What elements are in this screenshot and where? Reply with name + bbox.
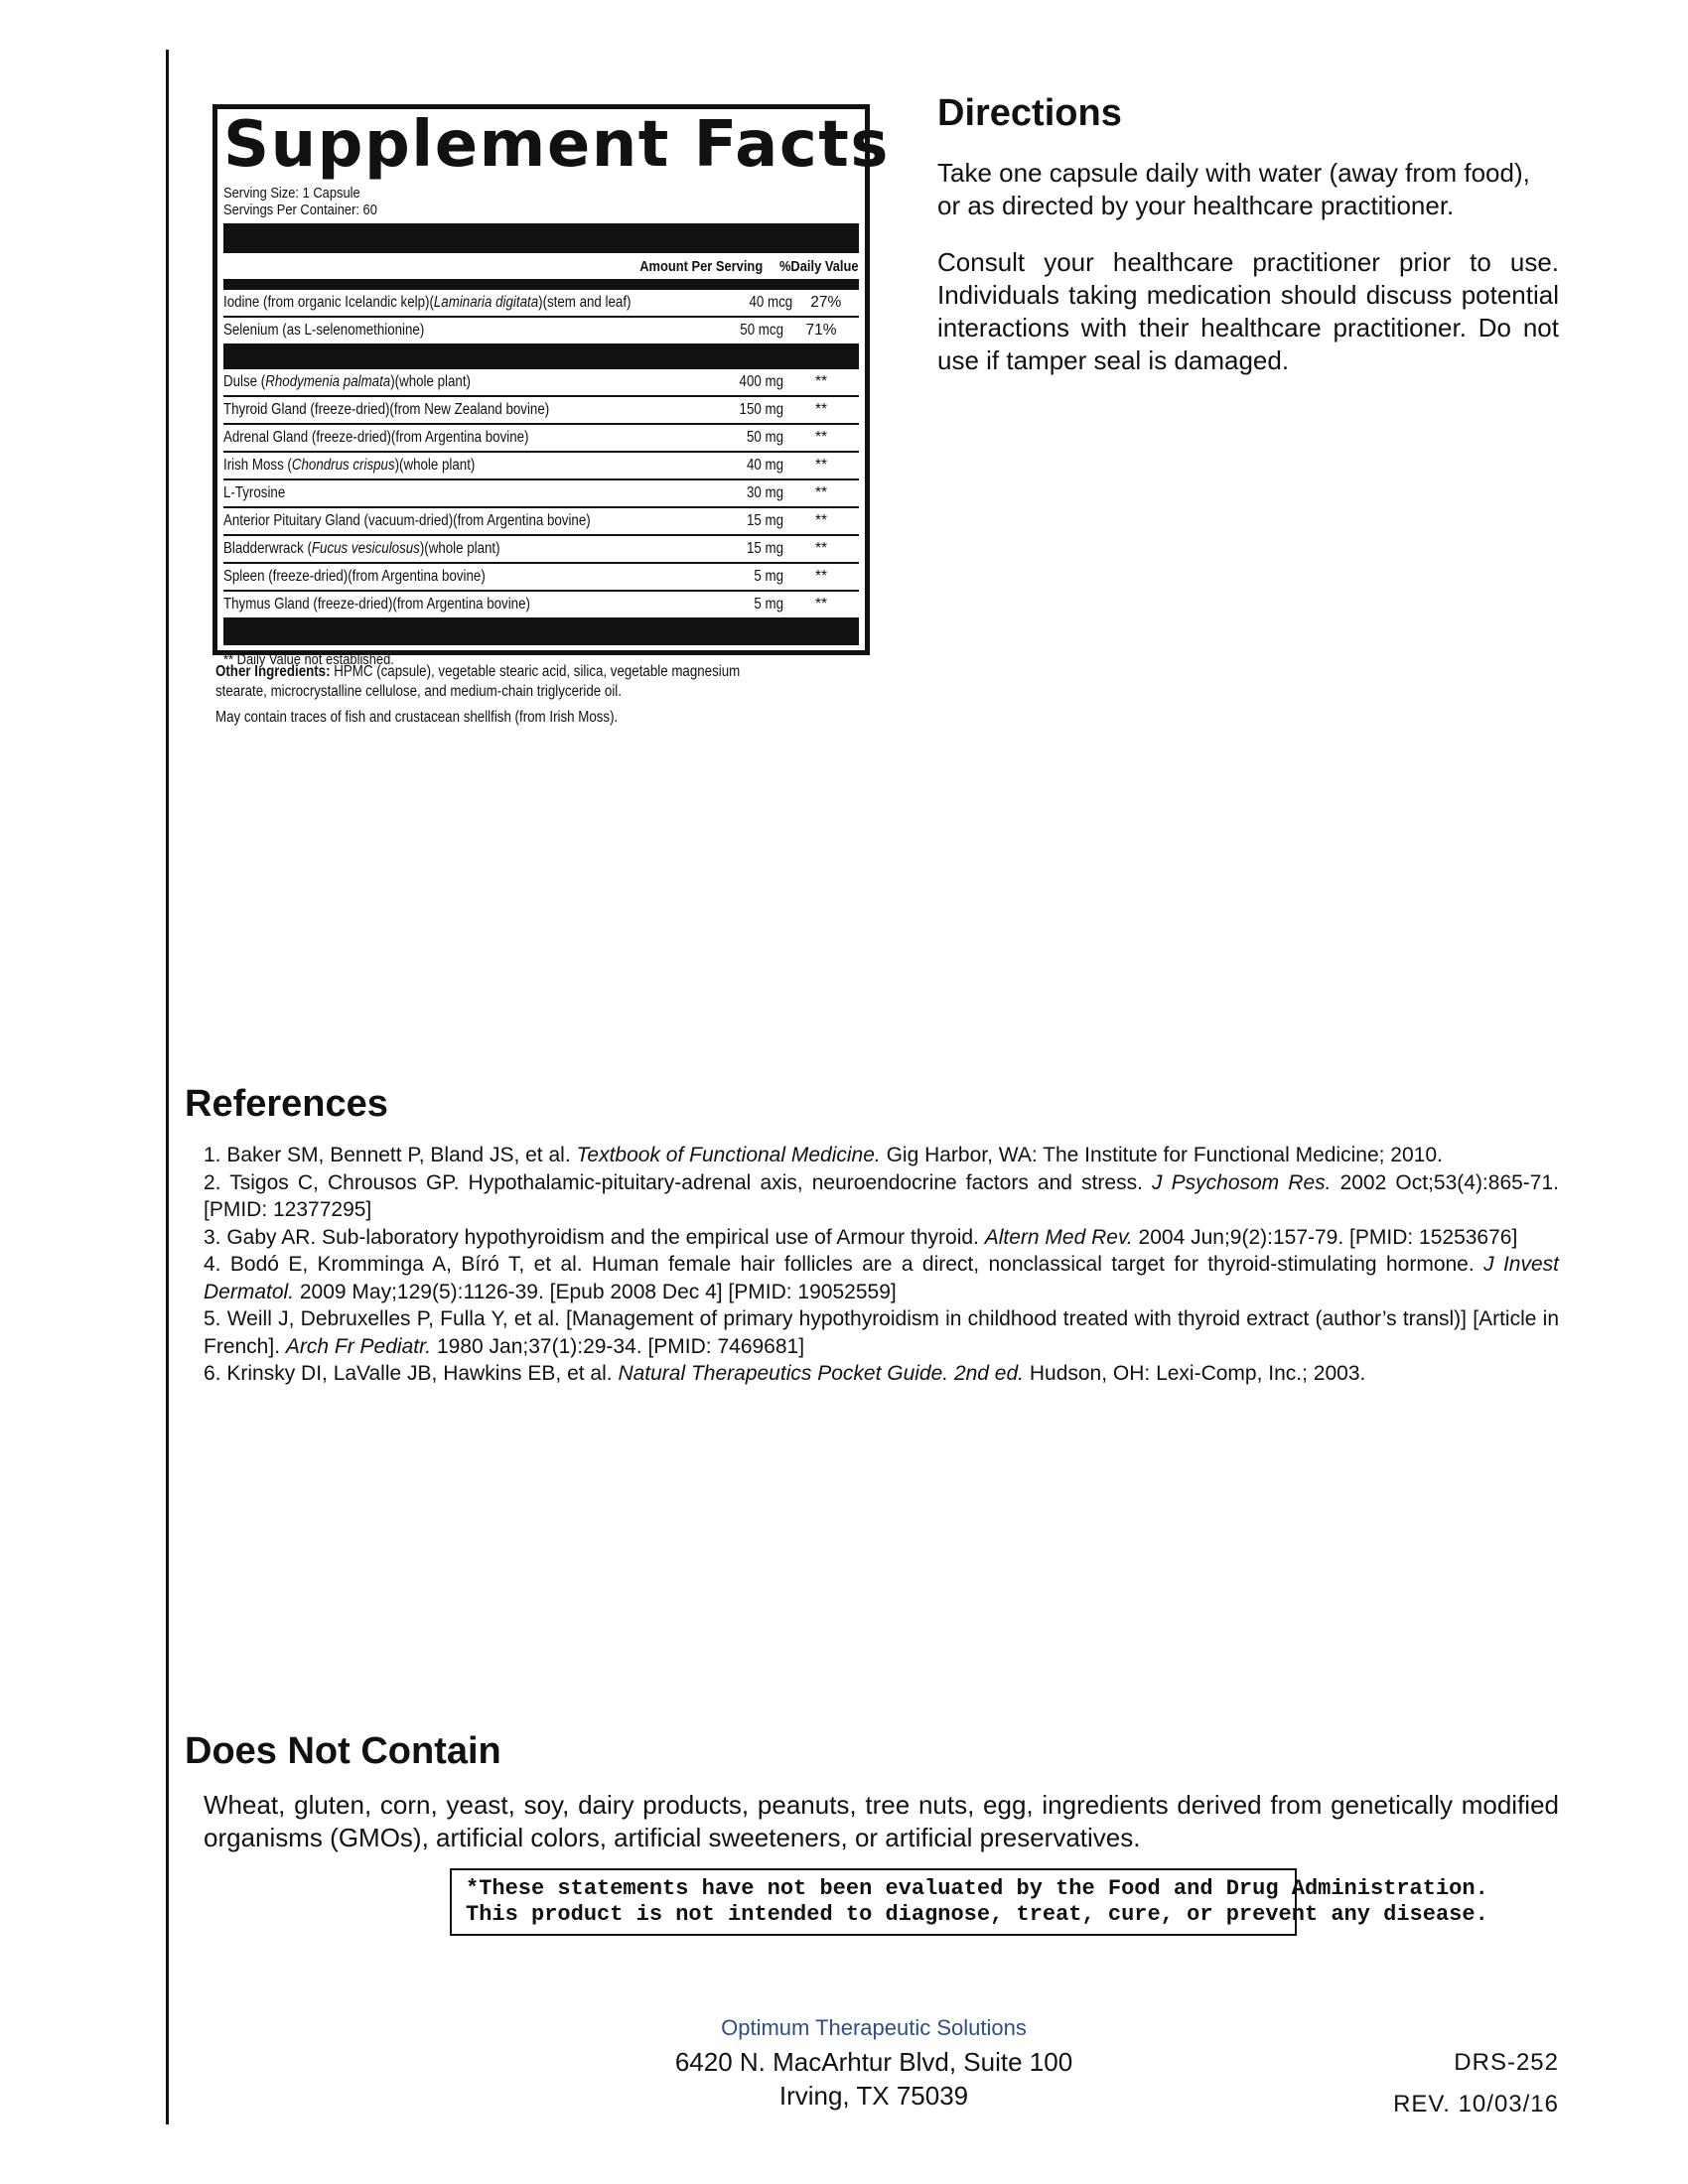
medium-divider <box>223 279 859 290</box>
ingredient-name: Iodine (from organic Icelandic kelp)(Laminaria digitata)(stem and leaf) <box>223 294 632 311</box>
ingredient-daily-value: ** <box>814 484 828 501</box>
margin-rule <box>166 50 169 2124</box>
other-ingredients-label: Other Ingredients: <box>215 663 331 680</box>
ingredient-name: Thymus Gland (freeze-dried)(from Argentina bovine) <box>223 596 530 613</box>
ingredient-name: Anterior Pituitary Gland (vacuum-dried)(from Argentina bovine) <box>223 512 591 529</box>
ingredient-daily-value: ** <box>814 401 828 418</box>
ingredient-daily-value: ** <box>814 568 828 585</box>
facts-row <box>223 480 859 508</box>
directions-heading: Directions <box>937 92 1122 134</box>
dv-footnote: ** Daily Value not established. <box>223 651 394 668</box>
ingredient-amount: 150 mg <box>739 401 783 418</box>
facts-group-glandulars <box>223 369 859 617</box>
ingredient-daily-value: ** <box>814 512 828 529</box>
facts-column-header <box>223 253 859 279</box>
caution-text: Consult your healthcare practitioner prior to use. Individuals taking medication should discuss potential interactions with their healthcare practitioner. Do not use if tamper seal is damaged. <box>937 247 1559 375</box>
ingredient-name: Selenium (as L-selenomethionine) <box>223 322 425 339</box>
ingredient-amount: 5 mg <box>754 596 783 613</box>
ingredient-amount: 400 mg <box>739 373 783 390</box>
address-line-2: Irving, TX 75039 <box>778 2081 969 2111</box>
does-not-contain-text: Wheat, gluten, corn, yeast, soy, dairy products, peanuts, tree nuts, egg, ingredients derived from genetically modified organisms (GMOs), artificial colors, artificial sweeteners, or artificial preservatives. <box>204 1790 1559 1852</box>
ingredient-amount: 50 mg <box>746 429 783 446</box>
ingredient-name: Spleen (freeze-dried)(from Argentina bovine) <box>223 568 486 585</box>
does-not-contain-heading: Does Not Contain <box>185 1730 501 1772</box>
reference-item: 4. Bodó E, Kromminga A, Bíró T, et al. Human female hair follicles are a direct, nonclassical target for thyroid-stimulating hormone. J Invest Dermatol. 2009 May;129(5):1126-39. [Epub 2008 Dec 4] [PMID: 19052559] <box>204 1253 1559 1303</box>
facts-row <box>223 425 859 453</box>
facts-row <box>223 290 859 318</box>
ingredient-daily-value: ** <box>814 596 828 613</box>
revision-date: REV. 10/03/16 <box>1393 2091 1559 2117</box>
reference-item: 6. Krinsky DI, LaValle JB, Hawkins EB, et al. Natural Therapeutics Pocket Guide. 2nd ed. Hudson, OH: Lexi-Comp, Inc.; 2003. <box>204 1362 1366 1385</box>
references-list <box>204 1142 1559 1388</box>
facts-row <box>223 397 859 425</box>
traces-warning: May contain traces of fish and crustacean shellfish (from Irish Moss). <box>215 709 619 726</box>
other-ingredients-line1: HPMC (capsule), vegetable stearic acid, silica, vegetable magnesium <box>330 663 741 680</box>
ingredient-amount: 50 mcg <box>740 322 783 339</box>
reference-item: 3. Gaby AR. Sub-laboratory hypothyroidism and the empirical use of Armour thyroid. Altern Med Rev. 2004 Jun;9(2):157-79. [PMID: 15253676] <box>204 1225 1518 1249</box>
supplement-facts-panel <box>212 104 890 668</box>
amount-header: Amount Per Serving <box>639 257 764 275</box>
ingredient-amount: 15 mg <box>746 540 783 557</box>
ingredient-amount: 15 mg <box>746 512 783 529</box>
facts-row <box>223 508 859 536</box>
facts-row <box>223 592 859 617</box>
reference-item: 1. Baker SM, Bennett P, Bland JS, et al. Textbook of Functional Medicine. Gig Harbor, WA: The Institute for Functional Medicine; 2010. <box>204 1144 1443 1166</box>
servings-per-container: Servings Per Container: 60 <box>223 202 377 218</box>
references-heading: References <box>185 1083 388 1125</box>
other-ingredients-line2: stearate, microcrystalline cellulose, and medium-chain triglyceride oil. <box>215 683 622 700</box>
reference-item: 5. Weill J, Debruxelles P, Fulla Y, et al. [Management of primary hypothyroidism in childhood treated with thyroid extract (author’s transl)] [Article in French]. Arch Fr Pediatr. 1980 Jan;37(1):29-34. [PMID: 7469681] <box>204 1307 1559 1358</box>
bottom-divider <box>223 617 859 645</box>
ingredient-name: Irish Moss (Chondrus crispus)(whole plant) <box>223 457 476 474</box>
ingredient-amount: 40 mcg <box>749 294 793 311</box>
ingredient-name: Dulse (Rhodymenia palmata)(whole plant) <box>223 373 471 390</box>
directions-text: Take one capsule daily with water (away from food), or as directed by your healthcare practitioner. <box>937 158 1530 220</box>
ingredient-name: Thyroid Gland (freeze-dried)(from New Zealand bovine) <box>223 401 550 418</box>
facts-group-vitamins <box>223 290 859 343</box>
thick-divider <box>223 223 859 253</box>
ingredient-amount: 5 mg <box>754 568 783 585</box>
ingredient-daily-value: ** <box>814 373 828 390</box>
ingredient-daily-value: 71% <box>805 322 837 339</box>
serving-size: Serving Size: 1 Capsule <box>223 185 360 202</box>
group-divider <box>223 343 859 369</box>
ingredient-name: Adrenal Gland (freeze-dried)(from Argentina bovine) <box>223 429 529 446</box>
reference-item: 2. Tsigos C, Chrousos GP. Hypothalamic-pituitary-adrenal axis, neuroendocrine factors and stress. J Psychosom Res. 2002 Oct;53(4):865-71. [PMID: 12377295] <box>204 1170 1559 1221</box>
ingredient-amount: 30 mg <box>746 484 783 501</box>
address-line-1: 6420 N. MacArhtur Blvd, Suite 100 <box>674 2047 1073 2077</box>
ingredient-daily-value: 27% <box>810 294 842 311</box>
dv-header: %Daily Value <box>779 257 859 275</box>
facts-row <box>223 536 859 564</box>
facts-row <box>223 318 859 343</box>
ingredient-daily-value: ** <box>814 429 828 446</box>
facts-title: Supplement Facts <box>223 108 890 182</box>
other-ingredients <box>215 662 911 728</box>
facts-row <box>223 369 859 397</box>
fda-disclaimer-box <box>450 1868 1488 1936</box>
ingredient-amount: 40 mg <box>746 457 783 474</box>
fda-line-1: *These statements have not been evaluated by the Food and Drug Administration. <box>466 1876 1488 1901</box>
ingredient-daily-value: ** <box>814 540 828 557</box>
fda-line-2: This product is not intended to diagnose, treat, cure, or prevent any disease. <box>466 1902 1488 1927</box>
facts-row <box>223 564 859 592</box>
product-code: DRS-252 <box>1454 2049 1559 2076</box>
ingredient-name: L-Tyrosine <box>223 484 286 501</box>
ingredient-daily-value: ** <box>814 457 828 474</box>
ingredient-name: Bladderwrack (Fucus vesiculosus)(whole plant) <box>223 540 500 557</box>
facts-row <box>223 453 859 480</box>
company-name: Optimum Therapeutic Solutions <box>721 2015 1027 2040</box>
